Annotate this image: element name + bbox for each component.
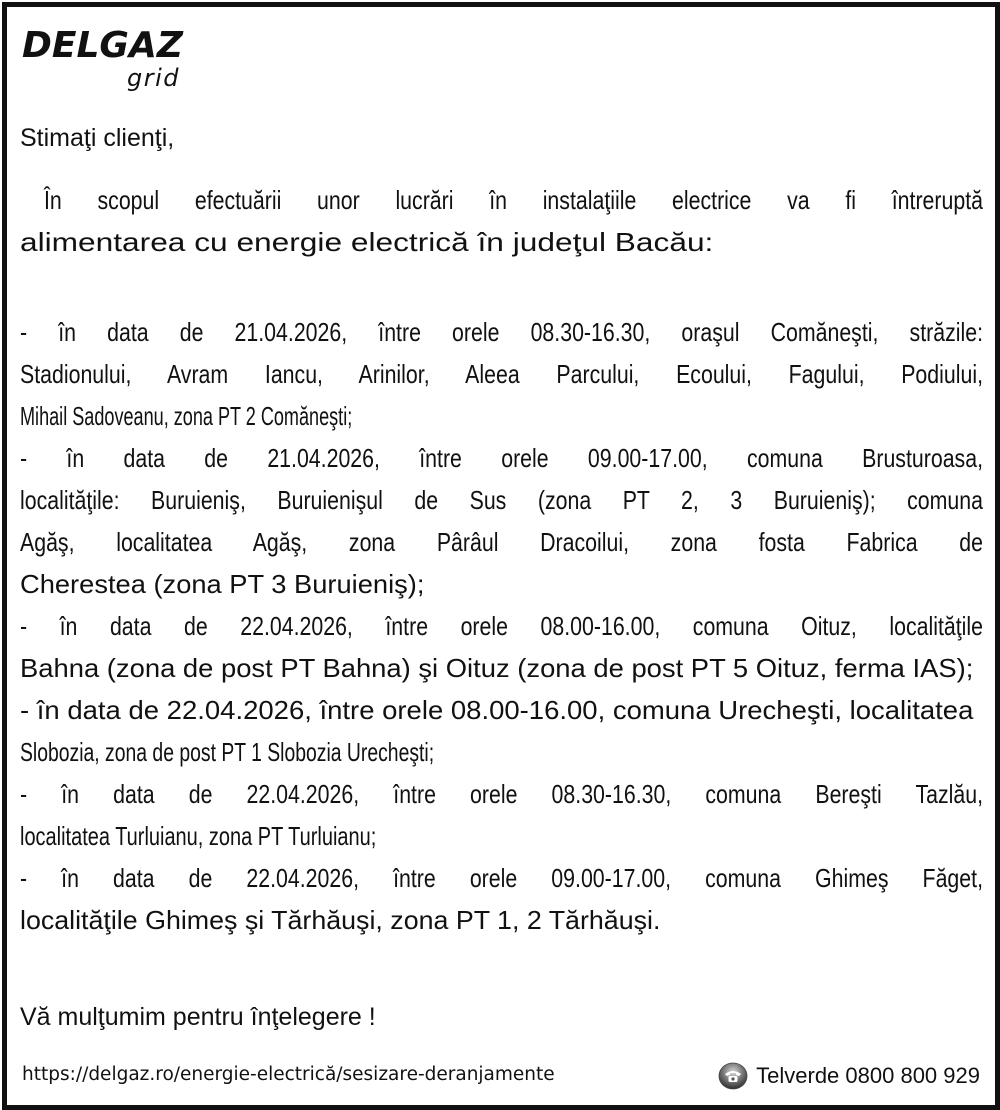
text-line: În scopul efectuării unor lucrări în instalaţiile electrice va fi întreruptă — [44, 185, 983, 215]
text-line: Bahna (zona de post PT Bahna) şi Oituz (zona de post PT 5 Oituz, ferma IAS); — [20, 653, 974, 683]
hotline-number: Telverde 0800 800 929 — [756, 1063, 980, 1088]
text-line: - în data de 22.04.2026, între orele 09.00-17.00, comuna Ghimeş Făget, — [20, 863, 983, 893]
text-line: - în data de 21.04.2026, între orele 08.30-16.30, oraşul Comăneşti, străzile: — [20, 317, 983, 347]
text-line: - în data de 22.04.2026, între orele 08.00-16.00, comuna Oituz, localităţile — [20, 611, 983, 641]
text-line: Slobozia, zona de post PT 1 Slobozia Urecheşti; — [20, 737, 435, 767]
text-line: Stadionului, Avram Iancu, Arinilor, Aleea Parcului, Ecoului, Fagului, Podiului, — [20, 359, 983, 389]
text-line: Agăş, localitatea Agăş, zona Pârâul Dracoilui, zona fosta Fabrica de — [20, 527, 983, 557]
text-line: - în data de 21.04.2026, între orele 09.00-17.00, comuna Brusturoasa, — [20, 443, 983, 473]
logo-brand: DELGAZ — [22, 25, 183, 66]
text-line: alimentarea cu energie electrică în judeţul Bacău: — [20, 227, 714, 257]
greeting: Stimaţi clienţi, — [20, 124, 175, 152]
notice-line — [20, 608, 983, 644]
footer-url-link[interactable]: https://delgaz.ro/energie-electrică/sesizare-deranjamente — [22, 1064, 555, 1085]
telephone-icon — [718, 1061, 748, 1091]
notice-line — [20, 818, 983, 854]
notice-line — [20, 482, 983, 518]
notice-line — [20, 314, 983, 350]
footer-phone — [718, 1061, 980, 1091]
notice-line — [20, 776, 983, 812]
logo-sub: grid — [127, 64, 181, 92]
text-line: localităţile: Buruieniş, Buruienişul de Sus (zona PT 2, 3 Buruieniş); comuna — [20, 485, 983, 515]
notice-line — [20, 566, 983, 602]
notice-line — [20, 356, 983, 392]
notice-line — [20, 398, 983, 434]
text-line: Mihail Sadoveanu, zona PT 2 Comăneşti; — [20, 401, 353, 431]
notice-line — [20, 440, 983, 476]
intro-line — [20, 224, 983, 260]
text-line: - în data de 22.04.2026, între orele 08.30-16.30, comuna Bereşti Tazlău, — [20, 779, 983, 809]
notice-line — [20, 692, 983, 728]
text-line: - în data de 22.04.2026, între orele 08.00-16.00, comuna Urecheşti, localitatea — [20, 695, 974, 725]
text-line: localităţile Ghimeş şi Tărhăuşi, zona PT 1, 2 Tărhăuşi. — [20, 905, 661, 935]
text-line: localitatea Turluianu, zona PT Turluianu; — [20, 821, 377, 851]
notice-line — [20, 902, 983, 938]
notice-line — [20, 524, 983, 560]
notice-line — [20, 650, 983, 686]
notice-line — [20, 860, 983, 896]
closing-thanks: Vă mulţumim pentru înţelegere ! — [20, 1003, 376, 1031]
intro-line — [20, 182, 983, 218]
notice-line — [20, 734, 983, 770]
delgaz-grid-logo — [22, 25, 202, 98]
text-line: Cherestea (zona PT 3 Buruieniş); — [20, 569, 425, 599]
